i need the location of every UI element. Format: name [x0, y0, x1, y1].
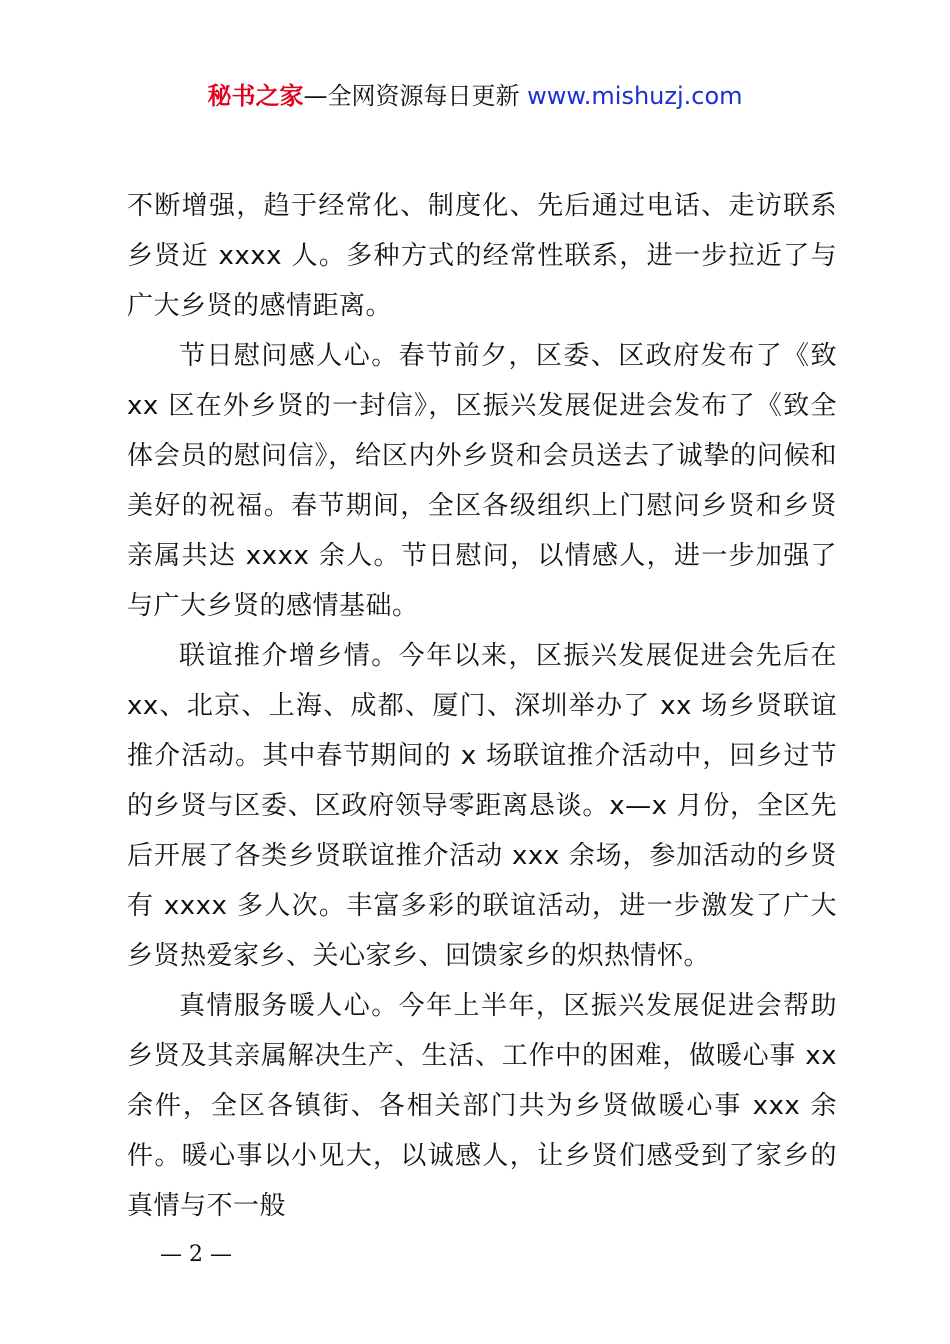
header-tagline: —全网资源每日更新: [303, 82, 528, 110]
document-body: [127, 181, 837, 1231]
page-number: — 2 —: [160, 1242, 232, 1267]
site-url-link[interactable]: www.mishuzj.com: [527, 82, 743, 110]
paragraph-continued: 不断增强，趋于经常化、制度化、先后通过电话、走访联系乡贤近 xxxx 人。多种方式的经常性联系，进一步拉近了与广大乡贤的感情距离。: [127, 191, 837, 321]
paragraph-holiday-greetings: 节日慰问感人心。春节前夕，区委、区政府发布了《致 xx 区在外乡贤的一封信》，区振兴发展促进会发布了《致全体会员的慰问信》，给区内外乡贤和会员送去了诚挚的问候和美好的祝福。春节期间，全区各级组织上门慰问乡贤和乡贤亲属共达 xxxx 余人。节日慰问，以情感人，进一步加强了与广大乡贤的感情基础。: [127, 341, 837, 621]
page-header: [0, 80, 950, 112]
paragraph-friendship-events: 联谊推介增乡情。今年以来，区振兴发展促进会先后在 xx、北京、上海、成都、厦门、深圳举办了 xx 场乡贤联谊推介活动。其中春节期间的 x 场联谊推介活动中，回乡过节的乡贤与区委、区政府领导零距离恳谈。x—x 月份，全区先后开展了各类乡贤联谊推介活动 xxx 余场，参加活动的乡贤有 xxxx 多人次。丰富多彩的联谊活动，进一步激发了广大乡贤热爱家乡、关心家乡、回馈家乡的炽热情怀。: [127, 641, 837, 971]
brand-name: 秘书之家: [207, 82, 304, 110]
paragraph-caring-service: 真情服务暖人心。今年上半年，区振兴发展促进会帮助乡贤及其亲属解决生产、生活、工作中的困难，做暖心事 xx 余件，全区各镇街、各相关部门共为乡贤做暖心事 xxx 余件。暖心事以小见大，以诚感人，让乡贤们感受到了家乡的真情与不一般: [127, 991, 837, 1221]
